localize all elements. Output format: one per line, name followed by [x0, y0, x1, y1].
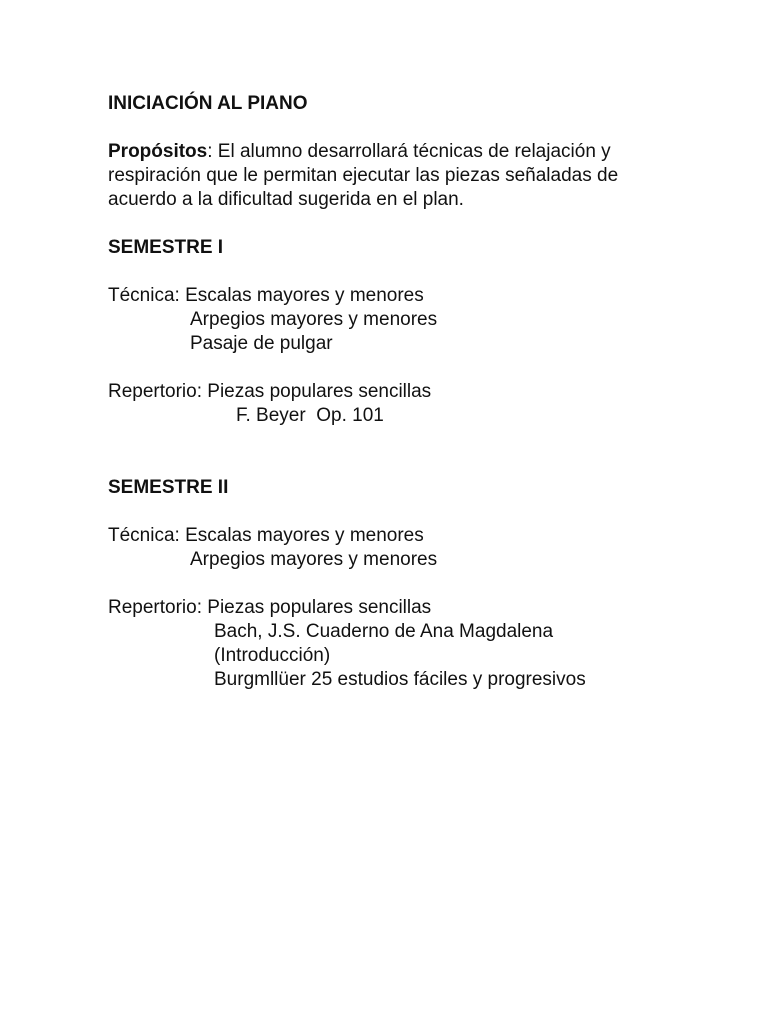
purpose-paragraph [108, 140, 648, 212]
semester-2-repertorio-item: Piezas populares sencillas [207, 597, 432, 618]
semester-1-repertorio-label: Repertorio: [108, 381, 208, 402]
document-page [108, 92, 708, 692]
spacer [108, 212, 708, 236]
semester-2-tecnica-item: Escalas mayores y menores [185, 525, 424, 546]
document-title: INICIACIÓN AL PIANO [108, 93, 308, 114]
semester-2-repertorio-item: (Introducción) [214, 645, 331, 666]
purpose-text: : El alumno desarrollará técnicas de relajación y respiración que le permitan ejecutar las piezas señaladas de acuerdo a la dificultad sugerida en el plan. [108, 141, 619, 210]
semester-2-tecnica-label: Técnica: [108, 525, 186, 546]
spacer [108, 428, 708, 452]
spacer [108, 356, 708, 380]
spacer [108, 500, 708, 524]
semester-1-tecnica-line [108, 284, 708, 308]
spacer [108, 116, 708, 140]
semester-1-tecnica-item: Pasaje de pulgar [190, 333, 333, 354]
semester-2-repertorio-line [108, 596, 708, 620]
purpose-label: Propósitos [108, 141, 208, 162]
spacer [108, 260, 708, 284]
spacer [108, 572, 708, 596]
semester-1-repertorio-line [108, 380, 708, 404]
semester-2-tecnica-line [108, 524, 708, 548]
semester-1-repertorio-item: F. Beyer Op. 101 [236, 405, 384, 426]
semester-1-tecnica-label: Técnica: [108, 285, 186, 306]
semester-2-repertorio-item: Burgmllüer 25 estudios fáciles y progresivos [214, 669, 586, 690]
semester-2-repertorio-label: Repertorio: [108, 597, 208, 618]
semester-1-repertorio-item: Piezas populares sencillas [207, 381, 432, 402]
semester-1-heading: SEMESTRE I [108, 237, 224, 258]
spacer [108, 452, 708, 476]
semester-2-tecnica-item: Arpegios mayores y menores [190, 549, 438, 570]
semester-1-tecnica-item: Arpegios mayores y menores [190, 309, 438, 330]
semester-2-repertorio-item: Bach, J.S. Cuaderno de Ana Magdalena [214, 621, 554, 642]
semester-1-tecnica-item: Escalas mayores y menores [185, 285, 424, 306]
semester-2-heading: SEMESTRE II [108, 477, 229, 498]
